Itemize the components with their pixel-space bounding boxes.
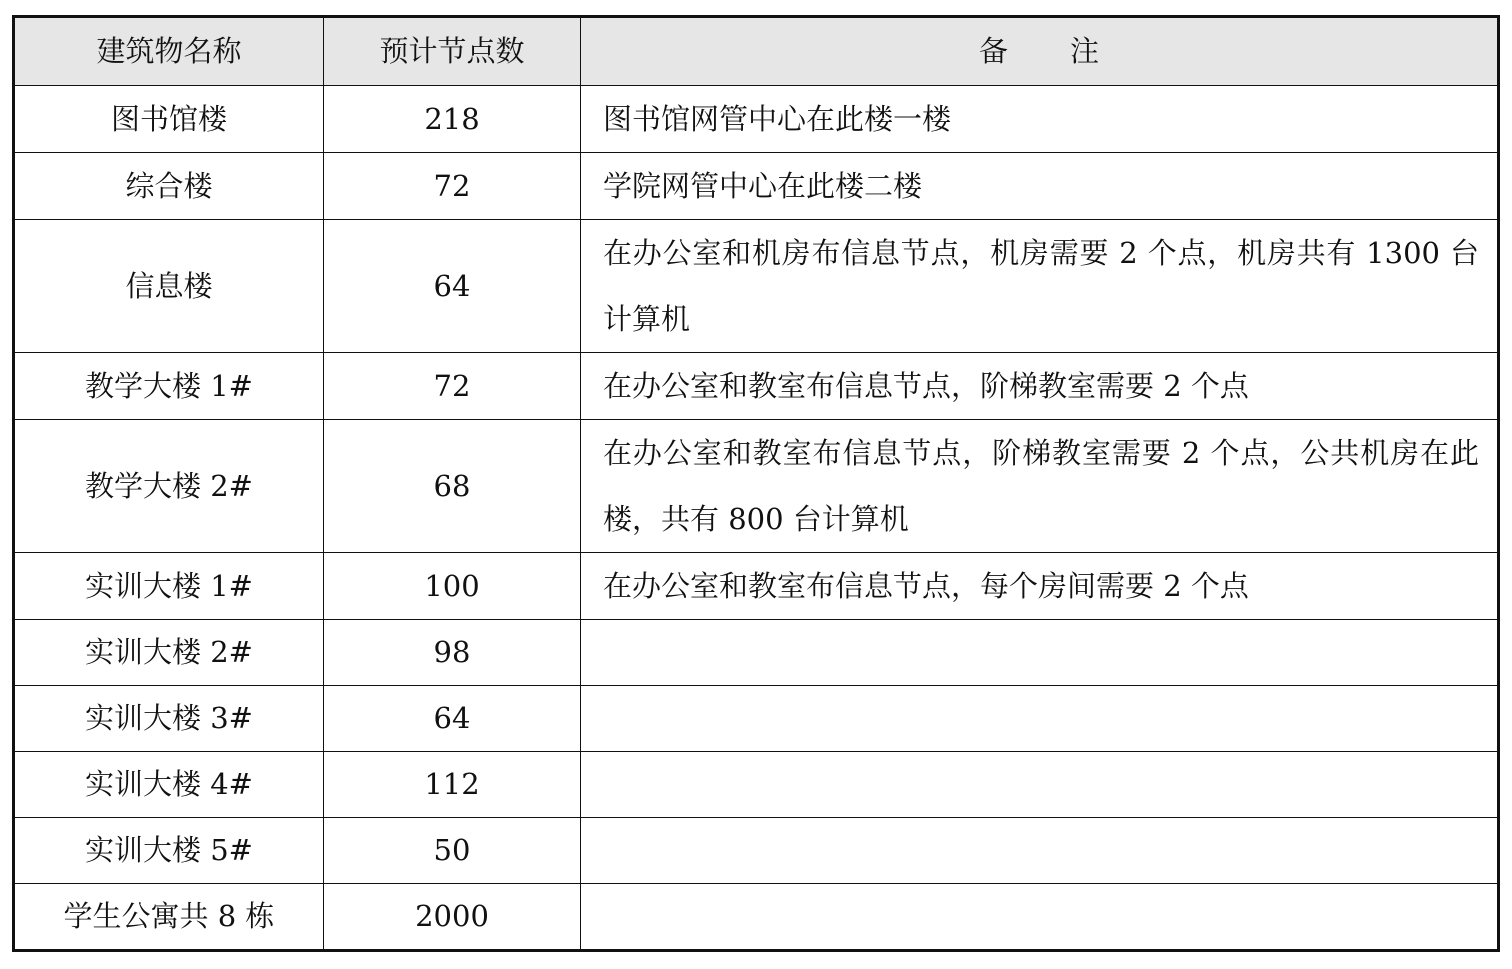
header-remarks-char-2: 注 [1070, 34, 1100, 68]
table-row [14, 884, 1499, 951]
remark-cell [581, 686, 1499, 752]
remark-cell: 在办公室和机房布信息节点，机房需要 2 个点，机房共有 1300 台计算机 [581, 220, 1499, 353]
remark-cell: 学院网管中心在此楼二楼 [581, 153, 1499, 220]
remark-cell: 图书馆网管中心在此楼一楼 [581, 86, 1499, 153]
header-node-count: 预计节点数 [324, 17, 581, 86]
table-row [14, 420, 1499, 553]
table-header [14, 17, 1499, 86]
node-count-cell: 64 [324, 686, 581, 752]
header-building-name: 建筑物名称 [14, 17, 324, 86]
building-name-cell: 实训大楼 2# [14, 620, 324, 686]
remark-cell [581, 752, 1499, 818]
building-name-cell: 图书馆楼 [14, 86, 324, 153]
table-row [14, 86, 1499, 153]
table-row [14, 752, 1499, 818]
remark-cell: 在办公室和教室布信息节点，阶梯教室需要 2 个点 [581, 353, 1499, 420]
node-count-cell: 72 [324, 153, 581, 220]
building-name-cell: 实训大楼 1# [14, 553, 324, 620]
node-count-cell: 98 [324, 620, 581, 686]
node-count-cell: 112 [324, 752, 581, 818]
remark-cell [581, 818, 1499, 884]
building-name-cell: 学生公寓共 8 栋 [14, 884, 324, 951]
node-estimate-table [12, 15, 1500, 952]
table-row [14, 553, 1499, 620]
node-estimate-table-wrapper [12, 15, 1497, 952]
table-row [14, 818, 1499, 884]
node-count-cell: 72 [324, 353, 581, 420]
building-name-cell: 实训大楼 5# [14, 818, 324, 884]
header-remarks [581, 17, 1499, 86]
table-row [14, 686, 1499, 752]
node-count-cell: 100 [324, 553, 581, 620]
header-row [14, 17, 1499, 86]
remark-cell: 在办公室和教室布信息节点，每个房间需要 2 个点 [581, 553, 1499, 620]
table-row [14, 153, 1499, 220]
remark-cell [581, 620, 1499, 686]
building-name-cell: 综合楼 [14, 153, 324, 220]
table-row [14, 220, 1499, 353]
header-remarks-char-1: 备 [978, 34, 1008, 68]
building-name-cell: 实训大楼 3# [14, 686, 324, 752]
building-name-cell: 信息楼 [14, 220, 324, 353]
node-count-cell: 218 [324, 86, 581, 153]
remark-cell: 在办公室和教室布信息节点，阶梯教室需要 2 个点，公共机房在此楼，共有 800 台计算机 [581, 420, 1499, 553]
node-count-cell: 2000 [324, 884, 581, 951]
building-name-cell: 教学大楼 2# [14, 420, 324, 553]
remark-cell [581, 884, 1499, 951]
node-count-cell: 64 [324, 220, 581, 353]
node-count-cell: 50 [324, 818, 581, 884]
table-row [14, 353, 1499, 420]
building-name-cell: 教学大楼 1# [14, 353, 324, 420]
node-count-cell: 68 [324, 420, 581, 553]
table-row [14, 620, 1499, 686]
building-name-cell: 实训大楼 4# [14, 752, 324, 818]
table-body [14, 86, 1499, 951]
